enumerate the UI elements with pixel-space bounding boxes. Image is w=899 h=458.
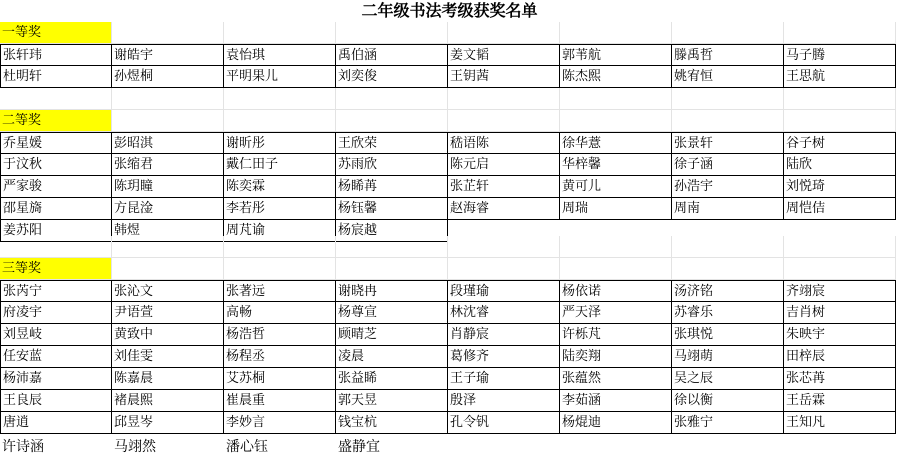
- sheet-title: 二年级书法考级获奖名单: [361, 1, 538, 20]
- name-cell[interactable]: 平明果儿: [224, 66, 336, 88]
- empty-cell[interactable]: [448, 258, 560, 280]
- name-cell[interactable]: 徐子涵: [672, 154, 784, 176]
- name-cell[interactable]: 袁怡琪: [224, 44, 336, 66]
- name-cell[interactable]: 赵海睿: [448, 198, 560, 220]
- name-cell[interactable]: 张琪悦: [672, 324, 784, 346]
- empty-cell[interactable]: [448, 88, 560, 110]
- table-row: [0, 368, 896, 390]
- name-cell[interactable]: 张沁文: [112, 280, 224, 302]
- section-label-row: [0, 258, 896, 280]
- name-cell[interactable]: 许栎芃: [560, 324, 672, 346]
- name-cell[interactable]: 苏雨欣: [336, 154, 448, 176]
- name-cell[interactable]: 周瑞: [560, 198, 672, 220]
- empty-cell[interactable]: [672, 110, 784, 132]
- empty-cell[interactable]: [336, 236, 448, 258]
- name-cell[interactable]: 孙煜桐: [112, 66, 224, 88]
- name-cell[interactable]: 殷泽: [448, 390, 560, 412]
- name-cell[interactable]: 吉肖树: [784, 302, 896, 324]
- name-cell[interactable]: 尹语萱: [112, 302, 224, 324]
- name-cell[interactable]: 杨浩哲: [224, 324, 336, 346]
- name-cell[interactable]: 刘奕俊: [336, 66, 448, 88]
- name-cell[interactable]: 徐华薏: [560, 132, 672, 154]
- name-cell[interactable]: 陈玥瞳: [112, 176, 224, 198]
- name-cell[interactable]: 方昆淦: [112, 198, 224, 220]
- name-cell[interactable]: 杨依诺: [560, 280, 672, 302]
- name-cell[interactable]: 谢皓宇: [112, 44, 224, 66]
- table-row: [0, 324, 896, 346]
- name-cell[interactable]: 肖静宸: [448, 324, 560, 346]
- name-cell[interactable]: 周芃谕: [224, 220, 336, 242]
- empty-cell[interactable]: [448, 236, 560, 258]
- name-cell[interactable]: 邵星旖: [0, 198, 112, 220]
- name-cell[interactable]: 王思航: [784, 66, 896, 88]
- empty-cell[interactable]: [560, 258, 672, 280]
- empty-cell[interactable]: [672, 236, 784, 258]
- empty-cell[interactable]: [560, 88, 672, 110]
- empty-cell[interactable]: [112, 258, 224, 280]
- empty-cell[interactable]: [336, 22, 448, 44]
- name-cell[interactable]: 杨睎苒: [336, 176, 448, 198]
- name-cell[interactable]: 乔星媛: [0, 132, 112, 154]
- name-cell[interactable]: 齐翊宸: [784, 280, 896, 302]
- name-cell[interactable]: 嵇语陈: [448, 132, 560, 154]
- name-cell[interactable]: 马翊然: [114, 439, 156, 455]
- name-cell[interactable]: 李妙言: [224, 412, 336, 434]
- name-cell[interactable]: 陆奕翔: [560, 346, 672, 368]
- name-cell[interactable]: 姚宥恒: [672, 66, 784, 88]
- name-cell[interactable]: 刘佳雯: [112, 346, 224, 368]
- name-cell[interactable]: 张著远: [224, 280, 336, 302]
- name-cell[interactable]: 郭苇航: [560, 44, 672, 66]
- table-row: [0, 390, 896, 412]
- name-cell[interactable]: 徐以衡: [672, 390, 784, 412]
- name-cell[interactable]: 华梓馨: [560, 154, 672, 176]
- empty-cell[interactable]: [784, 88, 896, 110]
- name-cell[interactable]: 杨尊宣: [336, 302, 448, 324]
- name-cell[interactable]: 杨焜迪: [560, 412, 672, 434]
- table-row: [0, 132, 896, 154]
- empty-cell[interactable]: [560, 22, 672, 44]
- name-cell[interactable]: 吴之辰: [672, 368, 784, 390]
- name-cell[interactable]: 谢昕彤: [224, 132, 336, 154]
- table-row: [0, 302, 896, 324]
- table-row: [0, 280, 896, 302]
- name-cell[interactable]: 禹伯涵: [336, 44, 448, 66]
- empty-cell[interactable]: [672, 258, 784, 280]
- empty-cell[interactable]: [224, 110, 336, 132]
- name-cell[interactable]: 王良辰: [0, 390, 112, 412]
- name-cell[interactable]: 杨沛嘉: [0, 368, 112, 390]
- name-cell[interactable]: 谢晓冉: [336, 280, 448, 302]
- empty-cell[interactable]: [448, 22, 560, 44]
- empty-cell[interactable]: [112, 22, 224, 44]
- name-cell[interactable]: 林沈睿: [448, 302, 560, 324]
- name-cell[interactable]: 褚晨熙: [112, 390, 224, 412]
- name-cell[interactable]: 任安蓝: [0, 346, 112, 368]
- name-cell[interactable]: 潘心钰: [226, 439, 268, 455]
- table-row: [0, 154, 896, 176]
- name-cell[interactable]: 彭昭淇: [112, 132, 224, 154]
- empty-cell[interactable]: [112, 110, 224, 132]
- name-cell[interactable]: 滕禹哲: [672, 44, 784, 66]
- name-cell[interactable]: 王欣荣: [336, 132, 448, 154]
- section-label-row: [0, 22, 896, 44]
- name-cell[interactable]: 张益睎: [336, 368, 448, 390]
- empty-cell[interactable]: [560, 236, 672, 258]
- empty-cell[interactable]: [784, 236, 896, 258]
- name-cell[interactable]: 许诗涵: [2, 439, 44, 455]
- name-cell[interactable]: 段瑾瑜: [448, 280, 560, 302]
- name-cell[interactable]: 孔令钒: [448, 412, 560, 434]
- name-cell[interactable]: 严家骏: [0, 176, 112, 198]
- name-cell[interactable]: 张芯苒: [784, 368, 896, 390]
- table-row-extra: [0, 436, 896, 458]
- empty-cell[interactable]: [784, 22, 896, 44]
- empty-cell[interactable]: [672, 88, 784, 110]
- name-cell[interactable]: 张景轩: [672, 132, 784, 154]
- empty-cell[interactable]: [448, 110, 560, 132]
- empty-cell[interactable]: [112, 88, 224, 110]
- name-cell[interactable]: 王子瑜: [448, 368, 560, 390]
- empty-cell[interactable]: [672, 22, 784, 44]
- name-cell[interactable]: 朱映宇: [784, 324, 896, 346]
- name-cell[interactable]: 陈奕霖: [224, 176, 336, 198]
- name-cell[interactable]: 杨程丞: [224, 346, 336, 368]
- name-cell[interactable]: 陈元启: [448, 154, 560, 176]
- name-cell[interactable]: 郭天昱: [336, 390, 448, 412]
- name-cell[interactable]: 王钥茜: [448, 66, 560, 88]
- name-cell[interactable]: 周南: [672, 198, 784, 220]
- empty-cell[interactable]: [784, 110, 896, 132]
- spacer-row: [0, 88, 896, 110]
- name-cell[interactable]: 李若彤: [224, 198, 336, 220]
- name-cell[interactable]: 张芮宁: [0, 280, 112, 302]
- name-cell[interactable]: 姜文韬: [448, 44, 560, 66]
- name-cell[interactable]: 艾苏桐: [224, 368, 336, 390]
- name-cell[interactable]: 陈嘉晨: [112, 368, 224, 390]
- section-label: 三等奖: [0, 258, 112, 280]
- empty-cell[interactable]: [336, 258, 448, 280]
- name-cell[interactable]: 陆欣: [784, 154, 896, 176]
- name-cell[interactable]: 戴仁田子: [224, 154, 336, 176]
- name-cell[interactable]: 盛静宜: [338, 439, 380, 455]
- name-cell[interactable]: 府凌宇: [0, 302, 112, 324]
- empty-cell[interactable]: [560, 110, 672, 132]
- empty-cell[interactable]: [0, 88, 112, 110]
- empty-cell[interactable]: [336, 88, 448, 110]
- name-cell[interactable]: 苏睿乐: [672, 302, 784, 324]
- name-cell[interactable]: 顾晴芝: [336, 324, 448, 346]
- name-cell[interactable]: 黄可儿: [560, 176, 672, 198]
- name-cell[interactable]: 马子腾: [784, 44, 896, 66]
- empty-cell[interactable]: [224, 236, 336, 258]
- name-cell[interactable]: 唐逍: [0, 412, 112, 434]
- empty-cell[interactable]: [784, 258, 896, 280]
- name-cell[interactable]: 刘悦琦: [784, 176, 896, 198]
- name-cell[interactable]: 崔晨重: [224, 390, 336, 412]
- name-cell[interactable]: 谷子树: [784, 132, 896, 154]
- table-row: [0, 412, 896, 434]
- name-cell[interactable]: 张芷轩: [448, 176, 560, 198]
- empty-cell[interactable]: [224, 258, 336, 280]
- spacer-row: [0, 236, 896, 258]
- section-label-row: [0, 110, 896, 132]
- name-cell[interactable]: 严天泽: [560, 302, 672, 324]
- empty-cell[interactable]: [224, 88, 336, 110]
- empty-cell[interactable]: [0, 236, 112, 258]
- section-label: 二等奖: [0, 110, 112, 132]
- name-cell[interactable]: 李茹涵: [560, 390, 672, 412]
- name-cell[interactable]: 孙浩宇: [672, 176, 784, 198]
- table-row: [0, 198, 896, 220]
- name-cell[interactable]: 王岳霖: [784, 390, 896, 412]
- name-cell[interactable]: 姜苏阳: [0, 220, 112, 242]
- name-cell[interactable]: 刘昱岐: [0, 324, 112, 346]
- name-cell[interactable]: 韩煜: [112, 220, 224, 242]
- name-cell[interactable]: 杜明轩: [0, 66, 112, 88]
- name-cell[interactable]: 张雅宁: [672, 412, 784, 434]
- name-cell[interactable]: 高畅: [224, 302, 336, 324]
- name-cell[interactable]: 邱昱岑: [112, 412, 224, 434]
- name-cell[interactable]: 张轩玮: [0, 44, 112, 66]
- table-row: [0, 346, 896, 368]
- name-cell[interactable]: 陈杰熙: [560, 66, 672, 88]
- name-cell[interactable]: 杨宸越: [336, 220, 448, 242]
- name-cell[interactable]: 钱宝杭: [336, 412, 448, 434]
- table-row: [0, 176, 896, 198]
- name-cell[interactable]: 于汶秋: [0, 154, 112, 176]
- name-cell[interactable]: 杨钰馨: [336, 198, 448, 220]
- name-cell[interactable]: 汤济铭: [672, 280, 784, 302]
- name-cell[interactable]: 张蕴然: [560, 368, 672, 390]
- empty-cell[interactable]: [336, 110, 448, 132]
- section-label: 一等奖: [0, 22, 112, 44]
- name-cell[interactable]: 王知凡: [784, 412, 896, 434]
- table-row: [0, 44, 896, 66]
- name-cell[interactable]: 田梓辰: [784, 346, 896, 368]
- name-cell[interactable]: 张缩君: [112, 154, 224, 176]
- name-cell[interactable]: 黄致中: [112, 324, 224, 346]
- name-cell[interactable]: 周恺佶: [784, 198, 896, 220]
- name-cell[interactable]: 凌晨: [336, 346, 448, 368]
- table-row: [0, 66, 896, 88]
- name-cell[interactable]: 马翊萌: [672, 346, 784, 368]
- empty-cell[interactable]: [112, 236, 224, 258]
- name-cell[interactable]: 葛修齐: [448, 346, 560, 368]
- empty-cell[interactable]: [224, 22, 336, 44]
